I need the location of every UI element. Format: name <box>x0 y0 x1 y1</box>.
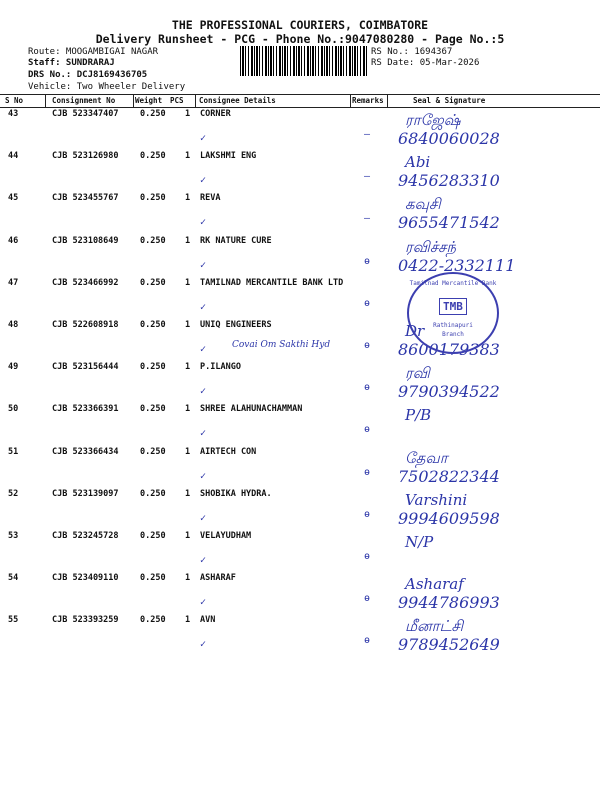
row-consignment: CJB 523393259 <box>52 615 119 626</box>
row-consignee: REVA <box>200 193 221 204</box>
table-row <box>0 236 600 278</box>
remarks-mark: ɵ <box>364 593 371 605</box>
row-pcs: 1 <box>185 193 191 204</box>
table-row <box>0 573 600 615</box>
delivery-tick: ✓ <box>200 133 207 144</box>
row-weight: 0.250 <box>140 615 166 626</box>
row-pcs: 1 <box>185 488 191 499</box>
row-consignment: CJB 523466992 <box>52 277 119 288</box>
row-sno: 49 <box>8 362 19 373</box>
delivery-tick: ✓ <box>200 344 207 355</box>
row-pcs: 1 <box>185 277 191 288</box>
col-consignee: Consignee Details <box>199 96 276 105</box>
table-row <box>0 489 600 531</box>
remarks-mark: — <box>364 213 371 225</box>
col-consignment: Consignment No <box>52 96 116 105</box>
delivery-tick: ✓ <box>200 301 207 313</box>
signature-phone: 8600179383 <box>398 340 500 359</box>
table-row <box>0 278 600 320</box>
row-consignment: CJB 523126980 <box>52 151 119 162</box>
row-consignment: CJB 523455767 <box>52 193 119 204</box>
handwritten-note: Covai Om Sakthi Hyd <box>232 340 331 350</box>
row-sno: 48 <box>8 320 19 330</box>
table-row <box>0 447 600 489</box>
remarks-mark: ɵ <box>364 424 371 436</box>
signature: Dr <box>405 322 425 340</box>
col-seal-signature: Seal & Signature <box>413 96 486 105</box>
signature: Varshini <box>405 490 468 509</box>
signature: மீனாட்சி <box>405 617 464 636</box>
header-bottom-rule <box>0 107 600 108</box>
signature-phone: 6840060028 <box>398 129 500 148</box>
row-pcs: 1 <box>185 320 191 330</box>
signature-phone: 9456283310 <box>398 171 500 191</box>
row-consignment: CJB 523156444 <box>52 362 119 373</box>
signature-phone: 0422-2332111 <box>398 255 516 275</box>
signature: ரவி <box>405 364 430 383</box>
table-row <box>0 362 600 404</box>
row-sno: 54 <box>8 573 19 584</box>
col-remarks: Remarks <box>352 96 384 105</box>
header-top-rule <box>0 94 600 95</box>
route-label: Route: MOOGAMBIGAI NAGAR <box>28 47 159 57</box>
drs-label: DRS No.: DCJ8169436705 <box>28 70 148 80</box>
row-sno: 44 <box>8 151 19 162</box>
row-sno: 50 <box>8 404 19 415</box>
table-row <box>0 193 600 235</box>
row-consignee: AVN <box>200 615 216 626</box>
row-sno: 53 <box>8 531 19 541</box>
row-pcs: 1 <box>185 109 191 119</box>
table-row <box>0 109 600 151</box>
row-pcs: 1 <box>185 446 191 457</box>
delivery-tick: ✓ <box>200 217 207 229</box>
row-sno: 52 <box>8 488 19 499</box>
signature-phone: 7502822344 <box>398 466 500 486</box>
runsheet-subtitle: Delivery Runsheet - PCG - Phone No.:9047080280 - Page No.:5 <box>95 32 505 46</box>
row-weight: 0.250 <box>140 488 166 499</box>
row-weight: 0.250 <box>140 235 166 246</box>
row-pcs: 1 <box>185 151 191 162</box>
row-sno: 45 <box>8 193 19 204</box>
table-row <box>0 531 600 573</box>
delivery-tick: ✓ <box>200 597 207 609</box>
row-weight: 0.250 <box>140 193 166 204</box>
delivery-tick: ✓ <box>200 175 207 187</box>
delivery-tick: ✓ <box>200 386 207 398</box>
table-row <box>0 320 600 362</box>
signature: Asharaf <box>405 575 464 594</box>
signature-phone: 9944786993 <box>398 593 500 613</box>
row-pcs: 1 <box>185 531 191 541</box>
row-sno: 43 <box>8 109 19 119</box>
remarks-mark: ɵ <box>364 466 371 478</box>
company-title: THE PROFESSIONAL COURIERS, COIMBATORE <box>171 18 429 32</box>
delivery-tick: ✓ <box>200 555 207 566</box>
remarks-mark: ɵ <box>364 551 371 562</box>
delivery-tick: ✓ <box>200 639 207 651</box>
row-weight: 0.250 <box>140 531 166 541</box>
bank-stamp <box>407 272 499 354</box>
barcode <box>240 46 368 76</box>
delivery-tick: ✓ <box>200 428 207 440</box>
remarks-mark: — <box>364 171 371 183</box>
row-consignee: TAMILNAD MERCANTILE BANK LTD <box>200 277 344 288</box>
row-consignment: CJB 523347407 <box>52 109 119 119</box>
row-consignee: VELAYUDHAM <box>200 531 252 541</box>
col-weight: Weight <box>135 96 163 105</box>
row-consignment: CJB 522608918 <box>52 320 119 330</box>
row-sno: 55 <box>8 615 19 626</box>
stamp-branch-label: Branch <box>442 331 464 338</box>
signature-phone: 9789452649 <box>398 635 500 655</box>
row-consignment: CJB 523245728 <box>52 531 119 541</box>
remarks-mark: ɵ <box>364 340 371 351</box>
row-consignee: RK NATURE CURE <box>200 235 272 246</box>
rs-number: RS No.: 1694367 <box>371 47 453 57</box>
row-consignment: CJB 523366434 <box>52 446 119 457</box>
stamp-bank-name: Tamilnad Mercantile Bank <box>409 280 497 287</box>
signature-phone: 9655471542 <box>398 213 500 233</box>
row-pcs: 1 <box>185 615 191 626</box>
row-consignee: LAKSHMI ENG <box>200 151 257 162</box>
row-weight: 0.250 <box>140 404 166 415</box>
row-consignee: CORNER <box>200 109 231 119</box>
signature: தேவா <box>405 448 448 467</box>
remarks-mark: ɵ <box>364 508 371 520</box>
signature: Abi <box>405 153 431 172</box>
row-weight: 0.250 <box>140 362 166 373</box>
delivery-tick: ✓ <box>200 512 207 524</box>
row-consignee: SHREE ALAHUNACHAMMAN <box>200 404 303 415</box>
rs-date: RS Date: 05-Mar-2026 <box>371 58 480 68</box>
signature: ராஜேஷ் <box>405 111 461 129</box>
vehicle-label: Vehicle: Two Wheeler Delivery <box>28 82 186 92</box>
col-pcs: PCS <box>170 96 184 105</box>
staff-label: Staff: SUNDRARAJ <box>28 58 115 68</box>
row-sno: 47 <box>8 277 19 288</box>
signature: கவுசி <box>405 195 441 214</box>
stamp-logo: TMB <box>439 298 467 315</box>
col-sno: S No <box>5 96 24 105</box>
remarks-mark: ɵ <box>364 635 371 647</box>
table-row <box>0 404 600 446</box>
row-weight: 0.250 <box>140 277 166 288</box>
remarks-mark: ɵ <box>364 297 371 309</box>
row-weight: 0.250 <box>140 446 166 457</box>
row-consignment: CJB 523108649 <box>52 235 119 246</box>
row-pcs: 1 <box>185 404 191 415</box>
signature: ரவிச்சந் <box>405 237 457 256</box>
table-row <box>0 151 600 193</box>
row-weight: 0.250 <box>140 151 166 162</box>
row-consignment: CJB 523409110 <box>52 573 119 584</box>
delivery-tick: ✓ <box>200 470 207 482</box>
row-consignment: CJB 523366391 <box>52 404 119 415</box>
row-pcs: 1 <box>185 362 191 373</box>
remarks-mark: ɵ <box>364 382 371 394</box>
signature-phone: 9994609598 <box>398 508 500 528</box>
signature: N/P <box>405 533 434 551</box>
remarks-mark: ɵ <box>364 255 371 267</box>
row-weight: 0.250 <box>140 320 166 330</box>
remarks-mark: — <box>364 129 371 140</box>
row-consignment: CJB 523139097 <box>52 488 119 499</box>
row-consignee: UNIQ ENGINEERS <box>200 320 272 330</box>
row-sno: 51 <box>8 446 19 457</box>
table-row <box>0 615 600 657</box>
row-consignee: AIRTECH CON <box>200 446 257 457</box>
row-sno: 46 <box>8 235 19 246</box>
row-consignee: SHOBIKA HYDRA. <box>200 488 272 499</box>
row-pcs: 1 <box>185 573 191 584</box>
row-consignee: P.ILANGO <box>200 362 241 373</box>
row-weight: 0.250 <box>140 573 166 584</box>
stamp-branch-place: Rathinapuri <box>433 322 473 329</box>
row-weight: 0.250 <box>140 109 166 119</box>
signature: P/B <box>405 406 432 425</box>
signature-phone: 9790394522 <box>398 382 500 402</box>
delivery-tick: ✓ <box>200 259 207 271</box>
row-pcs: 1 <box>185 235 191 246</box>
row-consignee: ASHARAF <box>200 573 236 584</box>
